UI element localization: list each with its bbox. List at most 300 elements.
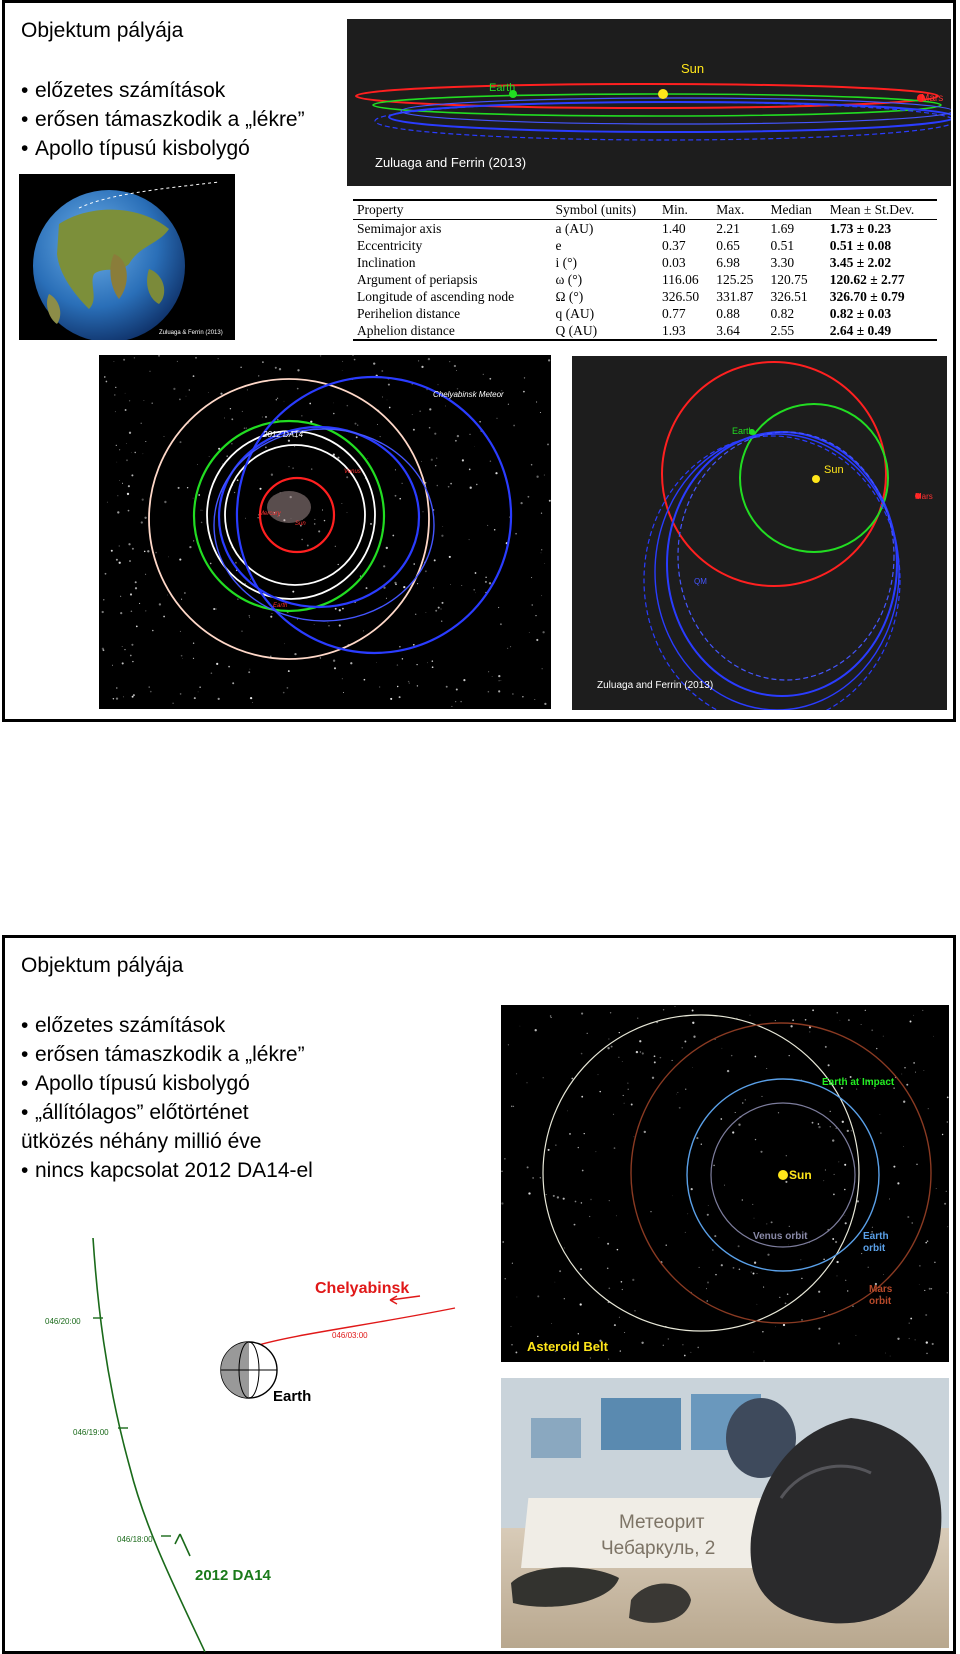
star [193, 658, 194, 659]
solar-system-orbit-image [501, 1005, 949, 1362]
orbit-right-credit: Zuluaga and Ferrin (2013) [597, 680, 714, 691]
star [415, 614, 416, 615]
table-header: Min. [658, 200, 712, 220]
solar-mars-orbit-label-2: orbit [869, 1296, 892, 1307]
star [628, 1089, 629, 1090]
star [738, 1245, 740, 1247]
star [320, 355, 321, 356]
star [536, 639, 538, 641]
star [143, 453, 144, 454]
star [847, 1290, 848, 1291]
star [542, 668, 543, 669]
star [288, 670, 290, 672]
star [119, 449, 120, 450]
star [111, 550, 113, 552]
star [284, 643, 285, 644]
star [441, 535, 443, 537]
star [512, 693, 513, 694]
star [142, 499, 144, 501]
star [224, 418, 225, 419]
star [904, 1067, 905, 1068]
star [915, 1072, 916, 1073]
star [122, 483, 123, 484]
star [379, 686, 380, 687]
star [488, 671, 489, 672]
star [707, 1300, 708, 1301]
star [208, 392, 209, 393]
star [555, 1282, 556, 1283]
star [126, 459, 128, 461]
star [186, 396, 187, 397]
star [448, 486, 450, 488]
star [596, 1151, 597, 1152]
star [115, 387, 116, 388]
traj-da14-label: 2012 DA14 [195, 1567, 271, 1584]
star [445, 406, 446, 407]
star [547, 443, 549, 445]
star [386, 598, 387, 599]
star [462, 459, 464, 461]
star [119, 562, 121, 564]
star [590, 1199, 591, 1200]
star [420, 411, 421, 412]
star [564, 1248, 565, 1249]
star [668, 1338, 669, 1339]
star [145, 574, 146, 575]
orbit-top-mars-label: Mars [921, 93, 944, 104]
star [495, 472, 497, 474]
star [490, 460, 491, 461]
star [766, 1223, 767, 1224]
star [801, 1319, 803, 1321]
star [701, 1144, 702, 1145]
star [237, 599, 238, 600]
traj-chelyabinsk-label: Chelyabinsk [315, 1280, 410, 1297]
star [685, 1232, 686, 1233]
star [513, 425, 515, 427]
traj-earth-label: Earth [273, 1388, 312, 1405]
star [692, 1010, 694, 1012]
star [258, 375, 259, 376]
star [346, 476, 348, 478]
star [706, 1288, 707, 1289]
star [581, 1013, 583, 1015]
star [335, 546, 336, 547]
star [262, 416, 263, 417]
star [152, 630, 154, 632]
star [548, 359, 550, 361]
star [762, 1096, 763, 1097]
star [903, 1101, 905, 1103]
star [871, 1029, 873, 1031]
star [339, 624, 341, 626]
star [502, 1241, 504, 1243]
star [623, 1095, 624, 1096]
star [399, 696, 401, 698]
star [106, 381, 108, 383]
star [872, 1227, 873, 1228]
star [536, 476, 538, 478]
star [435, 610, 437, 612]
star [508, 404, 509, 405]
star [397, 664, 398, 665]
star [246, 428, 247, 429]
star [650, 1211, 651, 1212]
star [342, 361, 343, 362]
star [639, 1040, 641, 1042]
star [642, 1052, 644, 1054]
star [764, 1360, 765, 1361]
star [578, 1333, 579, 1334]
table-header: Property [353, 200, 551, 220]
star [742, 1102, 743, 1103]
star [654, 1061, 656, 1063]
star [116, 697, 118, 699]
star [127, 493, 129, 495]
star [916, 1164, 917, 1165]
star [792, 1019, 794, 1021]
star [883, 1036, 884, 1037]
star [790, 1025, 792, 1027]
star [767, 1254, 769, 1256]
star [544, 563, 545, 564]
star [511, 1106, 513, 1108]
star [571, 1078, 573, 1080]
star [672, 1195, 673, 1196]
star [511, 1344, 512, 1345]
star [413, 429, 415, 431]
star [485, 581, 487, 583]
star [455, 440, 457, 442]
star [128, 485, 130, 487]
star [489, 582, 491, 584]
star [377, 424, 378, 425]
bullet: • Apollo típusú kisbolygó [21, 137, 250, 160]
star [620, 1350, 621, 1351]
star [475, 593, 476, 594]
star [189, 546, 191, 548]
star [919, 1265, 920, 1266]
star [507, 648, 508, 649]
star [122, 662, 124, 664]
star [120, 612, 122, 614]
star [915, 1339, 916, 1340]
star [523, 391, 525, 393]
star [544, 475, 545, 476]
star [934, 1262, 935, 1263]
star [103, 649, 105, 651]
star [913, 1062, 915, 1064]
star [333, 413, 335, 415]
star [906, 1084, 908, 1086]
table-row: Eccentricity e 0.37 0.65 0.51 0.51 ± 0.08 [357, 238, 892, 253]
star [181, 599, 182, 600]
star [909, 1322, 910, 1323]
star [265, 416, 267, 418]
table-header: Median [767, 200, 826, 220]
star [279, 368, 281, 370]
traj-time-3: 046/18:00 [117, 1535, 153, 1544]
star [754, 1218, 755, 1219]
star [632, 1279, 634, 1281]
star [131, 644, 133, 646]
star [198, 494, 200, 496]
star [489, 378, 491, 380]
star [164, 501, 166, 503]
star [778, 1112, 779, 1113]
star [129, 432, 131, 434]
star [924, 1290, 925, 1291]
star [574, 1224, 576, 1226]
star [113, 698, 114, 699]
star [373, 362, 375, 364]
star [541, 553, 542, 554]
star [370, 523, 372, 525]
star [179, 559, 181, 561]
star [611, 1046, 613, 1048]
star [818, 1291, 820, 1293]
star [301, 415, 302, 416]
star [184, 592, 186, 594]
table-row: Semimajor axis a (AU) 1.40 2.21 1.69 1.73 ± 0.23 [357, 221, 892, 236]
star [498, 675, 500, 677]
star [168, 557, 169, 558]
star [855, 1335, 856, 1336]
star [158, 355, 160, 357]
star [390, 698, 392, 700]
star [395, 495, 397, 497]
star [830, 1111, 831, 1112]
star [607, 1047, 609, 1049]
star [383, 565, 385, 567]
star [271, 474, 273, 476]
star [946, 1191, 947, 1192]
star [143, 400, 144, 401]
star [912, 1222, 913, 1223]
star [337, 457, 339, 459]
star [119, 480, 120, 481]
star [173, 388, 175, 390]
star [498, 680, 499, 681]
star [461, 585, 462, 586]
star [288, 440, 290, 442]
star [105, 573, 107, 575]
star [347, 405, 349, 407]
traj-chelyabinsk-time: 046/03:00 [332, 1331, 368, 1340]
star [210, 563, 212, 565]
star [151, 402, 152, 403]
star [441, 621, 442, 622]
star [652, 1077, 654, 1079]
star [607, 1243, 609, 1245]
orbit-right-earth-label: Earth [732, 426, 754, 436]
star [801, 1260, 802, 1261]
star [537, 1336, 538, 1337]
star [845, 1222, 847, 1224]
star [897, 1338, 899, 1340]
star [150, 371, 151, 372]
star [314, 624, 315, 625]
star [929, 1288, 931, 1290]
star [876, 1048, 877, 1049]
star [739, 1269, 741, 1271]
star [294, 446, 295, 447]
star [696, 1137, 698, 1139]
star [441, 602, 443, 604]
star [541, 549, 542, 550]
star [294, 653, 296, 655]
star [418, 360, 419, 361]
star [715, 1274, 717, 1276]
star [684, 1355, 686, 1357]
star [589, 1216, 590, 1217]
star [919, 1284, 920, 1285]
star [714, 1235, 716, 1237]
star [147, 550, 149, 552]
star [237, 479, 239, 481]
star [277, 398, 278, 399]
star [367, 458, 368, 459]
star [328, 625, 330, 627]
star [197, 464, 198, 465]
star [614, 1147, 616, 1149]
star [757, 1304, 758, 1305]
star [328, 622, 329, 623]
star [947, 1292, 948, 1293]
star [454, 365, 456, 367]
star [193, 375, 195, 377]
star [297, 369, 299, 371]
traj-time-1: 046/20:00 [45, 1317, 81, 1326]
star [614, 1324, 616, 1326]
star [755, 1139, 756, 1140]
star [479, 421, 480, 422]
star [265, 447, 267, 449]
star [580, 1303, 582, 1305]
star [582, 1170, 584, 1172]
star [848, 1019, 850, 1021]
star [122, 646, 123, 647]
star [922, 1010, 923, 1011]
star [501, 680, 502, 681]
star [417, 583, 418, 584]
star [399, 498, 401, 500]
star [932, 1343, 934, 1345]
star [731, 1055, 732, 1056]
star [928, 1108, 929, 1109]
star [245, 518, 246, 519]
star [320, 657, 321, 658]
star [455, 701, 456, 702]
star [660, 1057, 662, 1059]
star [438, 607, 440, 609]
star [244, 427, 246, 429]
star [134, 357, 135, 358]
star [408, 681, 409, 682]
star [297, 388, 299, 390]
star [357, 425, 358, 426]
star [130, 593, 132, 595]
star [476, 484, 477, 485]
star [654, 1055, 656, 1057]
star [722, 1048, 723, 1049]
star [381, 370, 383, 372]
star [180, 693, 182, 695]
star [587, 1033, 588, 1034]
star [575, 1201, 577, 1203]
star [333, 660, 335, 662]
star [738, 1124, 740, 1126]
slide-1-bullets [21, 76, 305, 163]
star [428, 358, 430, 360]
star [250, 669, 251, 670]
star [202, 510, 203, 511]
bullet: • nincs kapcsolat 2012 DA14-el [21, 1159, 313, 1182]
star [856, 1089, 857, 1090]
star [733, 1267, 735, 1269]
star [220, 393, 222, 395]
star [771, 1221, 773, 1223]
star [234, 492, 235, 493]
star [117, 495, 118, 496]
star [116, 687, 117, 688]
sky-earth-label: Earth [273, 603, 288, 609]
star [215, 608, 217, 610]
star [833, 1194, 835, 1196]
star [832, 1139, 834, 1141]
star [608, 1287, 610, 1289]
star [363, 630, 364, 631]
star [515, 533, 517, 535]
star [838, 1161, 839, 1162]
star [450, 483, 452, 485]
star [342, 608, 344, 610]
star [309, 403, 311, 405]
star [131, 611, 133, 613]
star [825, 1046, 827, 1048]
star [753, 1273, 755, 1275]
star [311, 468, 312, 469]
star [231, 443, 232, 444]
star [745, 1099, 746, 1100]
star [893, 1166, 895, 1168]
star [522, 696, 523, 697]
star [240, 555, 241, 556]
star [431, 459, 433, 461]
star [559, 1270, 561, 1272]
star [933, 1036, 934, 1037]
star [742, 1199, 743, 1200]
star [399, 646, 401, 648]
star [687, 1213, 688, 1214]
star [501, 1202, 503, 1204]
star [123, 359, 125, 361]
star [517, 1297, 518, 1298]
star [126, 443, 127, 444]
star [442, 526, 443, 527]
trajectory-diagram [35, 1238, 485, 1652]
star [724, 1185, 725, 1186]
star [307, 545, 309, 547]
star [250, 579, 251, 580]
star [114, 394, 115, 395]
star [159, 603, 161, 605]
star [944, 1203, 946, 1205]
bullet-continuation: ütközés néhány millió éve [21, 1130, 262, 1153]
star [172, 702, 174, 704]
star [145, 441, 146, 442]
star [925, 1242, 927, 1244]
